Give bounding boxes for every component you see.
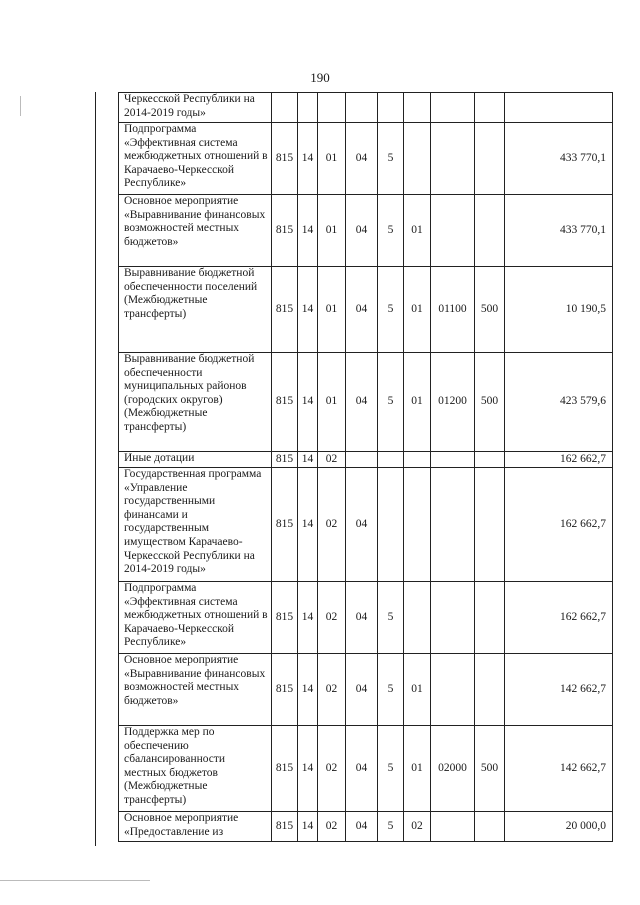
row-code-c8 (475, 123, 505, 195)
row-amount: 142 662,7 (505, 654, 613, 726)
row-code-c7 (431, 654, 475, 726)
row-description: Выравнивание бюджетной обеспеченности поселений (Межбюджетные трансферты) (119, 267, 272, 353)
row-code-c7 (431, 93, 475, 123)
row-code-c3: 01 (318, 123, 346, 195)
row-description: Выравнивание бюджетной обеспеченности муниципальных районов (городских округов) (Межбюджетные трансферты) (119, 353, 272, 452)
row-amount: 433 770,1 (505, 195, 613, 267)
row-code-c1: 815 (272, 123, 298, 195)
table-row (119, 812, 613, 842)
row-description: Основное мероприятие «Выравнивание финансовых возможностей местных бюджетов» (119, 654, 272, 726)
table-row (119, 353, 613, 452)
row-code-c5 (378, 468, 404, 582)
row-code-c6: 01 (404, 195, 431, 267)
row-code-c8 (475, 582, 505, 654)
row-code-c6: 01 (404, 267, 431, 353)
row-code-c4: 04 (346, 195, 378, 267)
row-description: Поддержка мер по обеспечению сбалансированности местных бюджетов (Межбюджетные трансферты) (119, 726, 272, 812)
row-code-c1: 815 (272, 267, 298, 353)
table-row (119, 452, 613, 468)
table-row (119, 654, 613, 726)
row-code-c1: 815 (272, 582, 298, 654)
row-code-c4 (346, 93, 378, 123)
row-code-c3: 02 (318, 452, 346, 468)
row-code-c5: 5 (378, 582, 404, 654)
row-code-c6: 01 (404, 654, 431, 726)
row-amount: 10 190,5 (505, 267, 613, 353)
budget-table (118, 92, 613, 842)
row-code-c4: 04 (346, 726, 378, 812)
row-description: Черкесской Республики на 2014-2019 годы» (119, 93, 272, 123)
row-code-c1: 815 (272, 654, 298, 726)
row-code-c8 (475, 812, 505, 842)
row-code-c2: 14 (298, 353, 318, 452)
left-margin-rule (95, 92, 96, 846)
row-description: Основное мероприятие «Предоставление из (119, 812, 272, 842)
row-code-c5: 5 (378, 812, 404, 842)
row-code-c1: 815 (272, 468, 298, 582)
row-code-c7 (431, 812, 475, 842)
row-code-c6 (404, 123, 431, 195)
row-code-c3 (318, 93, 346, 123)
row-code-c5: 5 (378, 123, 404, 195)
table-row (119, 267, 613, 353)
row-code-c4: 04 (346, 468, 378, 582)
row-code-c8 (475, 195, 505, 267)
row-code-c1: 815 (272, 195, 298, 267)
row-code-c7: 01200 (431, 353, 475, 452)
row-amount: 423 579,6 (505, 353, 613, 452)
row-amount: 162 662,7 (505, 582, 613, 654)
row-code-c5: 5 (378, 195, 404, 267)
row-code-c5: 5 (378, 654, 404, 726)
table-row (119, 582, 613, 654)
row-code-c1: 815 (272, 726, 298, 812)
row-code-c2: 14 (298, 195, 318, 267)
row-code-c8 (475, 468, 505, 582)
row-code-c3: 01 (318, 267, 346, 353)
row-code-c7 (431, 582, 475, 654)
row-code-c7 (431, 452, 475, 468)
row-description: Основное мероприятие «Выравнивание финансовых возможностей местных бюджетов» (119, 195, 272, 267)
row-code-c3: 02 (318, 582, 346, 654)
row-code-c8: 500 (475, 267, 505, 353)
row-code-c4: 04 (346, 582, 378, 654)
row-code-c5: 5 (378, 267, 404, 353)
row-code-c4 (346, 452, 378, 468)
row-code-c7 (431, 123, 475, 195)
row-code-c3: 02 (318, 468, 346, 582)
row-code-c7 (431, 468, 475, 582)
row-code-c4: 04 (346, 123, 378, 195)
row-code-c6 (404, 93, 431, 123)
row-code-c5: 5 (378, 353, 404, 452)
row-code-c5 (378, 93, 404, 123)
page-number: 190 (310, 70, 330, 85)
row-description: Государственная программа «Управление государственными финансами и государственным имуществом Карачаево-Черкесской Республики на 2014-2019 годы» (119, 468, 272, 582)
row-code-c4: 04 (346, 267, 378, 353)
row-amount: 162 662,7 (505, 468, 613, 582)
table-row (119, 468, 613, 582)
row-code-c3: 01 (318, 195, 346, 267)
row-code-c7 (431, 195, 475, 267)
row-code-c8: 500 (475, 726, 505, 812)
row-code-c1 (272, 93, 298, 123)
row-code-c5 (378, 452, 404, 468)
scan-mark (20, 96, 21, 116)
row-amount: 433 770,1 (505, 123, 613, 195)
row-code-c4: 04 (346, 654, 378, 726)
row-code-c1: 815 (272, 452, 298, 468)
row-code-c6 (404, 468, 431, 582)
row-code-c3: 01 (318, 353, 346, 452)
row-code-c8 (475, 93, 505, 123)
row-code-c2: 14 (298, 468, 318, 582)
row-code-c4: 04 (346, 353, 378, 452)
row-code-c7: 01100 (431, 267, 475, 353)
row-code-c6 (404, 452, 431, 468)
row-code-c6: 02 (404, 812, 431, 842)
row-code-c8 (475, 654, 505, 726)
row-amount: 20 000,0 (505, 812, 613, 842)
table-row (119, 123, 613, 195)
row-code-c1: 815 (272, 812, 298, 842)
row-code-c8: 500 (475, 353, 505, 452)
row-code-c2: 14 (298, 452, 318, 468)
table-row (119, 195, 613, 267)
row-code-c7: 02000 (431, 726, 475, 812)
row-code-c1: 815 (272, 353, 298, 452)
scan-mark (0, 880, 150, 881)
row-code-c2: 14 (298, 812, 318, 842)
row-code-c6: 01 (404, 353, 431, 452)
table-row (119, 726, 613, 812)
row-amount: 162 662,7 (505, 452, 613, 468)
row-code-c4: 04 (346, 812, 378, 842)
row-code-c2 (298, 93, 318, 123)
row-code-c6: 01 (404, 726, 431, 812)
row-code-c6 (404, 582, 431, 654)
row-description: Подпрограмма «Эффективная система межбюджетных отношений в Карачаево-Черкесской Республике» (119, 582, 272, 654)
row-code-c3: 02 (318, 812, 346, 842)
row-code-c2: 14 (298, 726, 318, 812)
table-row (119, 93, 613, 123)
row-amount (505, 93, 613, 123)
row-code-c2: 14 (298, 582, 318, 654)
row-code-c2: 14 (298, 267, 318, 353)
row-code-c3: 02 (318, 726, 346, 812)
row-code-c2: 14 (298, 654, 318, 726)
row-description: Иные дотации (119, 452, 272, 468)
row-description: Подпрограмма «Эффективная система межбюджетных отношений в Карачаево-Черкесской Республике» (119, 123, 272, 195)
row-code-c3: 02 (318, 654, 346, 726)
row-code-c8 (475, 452, 505, 468)
row-code-c5: 5 (378, 726, 404, 812)
row-amount: 142 662,7 (505, 726, 613, 812)
row-code-c2: 14 (298, 123, 318, 195)
